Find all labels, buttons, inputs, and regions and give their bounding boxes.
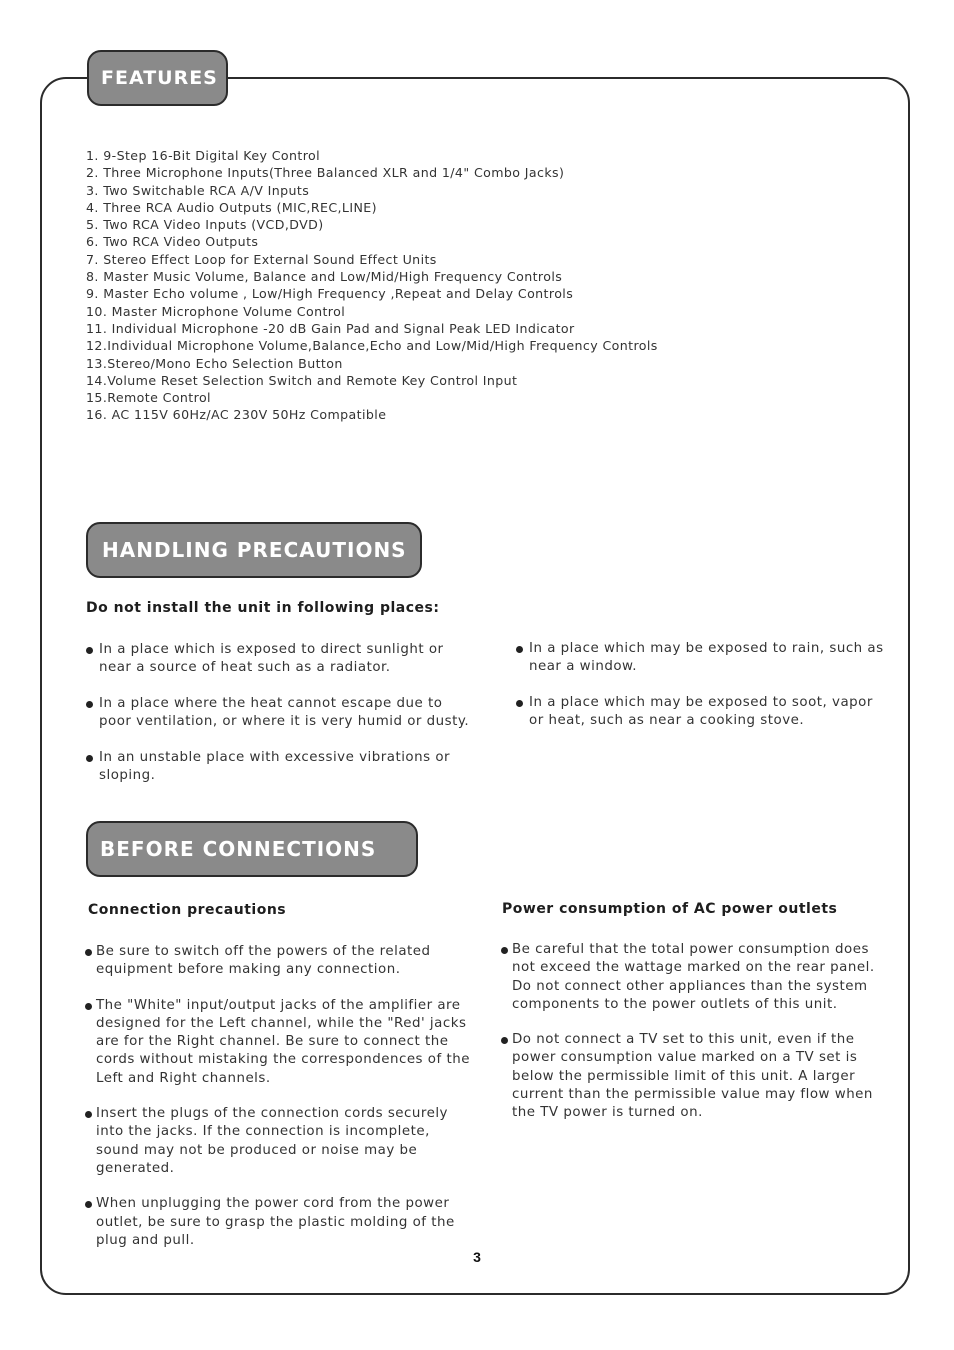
feature-item: 1. 9-Step 16-Bit Digital Key Control: [86, 148, 321, 163]
feature-item: 5. Two RCA Video Inputs (VCD,DVD): [86, 217, 324, 233]
feature-item: 11. Individual Microphone -20 dB Gain Pad and Signal Peak LED Indicator: [86, 320, 575, 336]
list-item: Be careful that the total power consumption does not exceed the wattage marked on the rear panel. Do not connect other appliances than the system components to the power outlets of this unit.: [501, 941, 889, 1014]
connection-precautions-subheading: Connection precautions: [88, 902, 287, 918]
before-connections-heading: BEFORE CONNECTIONS: [86, 821, 418, 877]
feature-item: 14.Volume Reset Selection Switch and Remote Key Control Input: [86, 372, 518, 388]
features-list: [86, 147, 658, 424]
feature-item: 4. Three RCA Audio Outputs (MIC,REC,LINE): [86, 199, 377, 215]
feature-item: 13.Stereo/Mono Echo Selection Button: [86, 355, 343, 371]
list-item: Do not connect a TV set to this unit, even if the power consumption value marked on a TV set is below the permissible limit of this unit. A larger current than the permissible value may flow when the TV power is turned on.: [501, 1031, 889, 1122]
handling-list-left: [86, 641, 476, 802]
list-item: Insert the plugs of the connection cords securely into the jacks. If the connection is incomplete, sound may not be produced or noise may be generated.: [85, 1105, 470, 1178]
list-item: In a place which is exposed to direct sunlight or near a source of heat such as a radiator.: [86, 641, 476, 678]
list-item: In an unstable place with excessive vibrations or sloping.: [86, 749, 476, 786]
list-item: The "White" input/output jacks of the amplifier are designed for the Left channel, while the "Red' jacks are for the Right channel. Be sure to connect the cords without mistaking the correspondences of the Left and Right channels.: [85, 997, 470, 1088]
handling-list-right: [516, 640, 886, 748]
feature-item: 8. Master Music Volume, Balance and Low/Mid/High Frequency Controls: [86, 269, 563, 285]
list-item: In a place where the heat cannot escape due to poor ventilation, or where it is very humid or dusty.: [86, 695, 476, 732]
feature-item: 12.Individual Microphone Volume,Balance,Echo and Low/Mid/High Frequency Controls: [86, 338, 658, 354]
features-heading: FEATURES: [87, 50, 228, 106]
handling-precautions-heading: HANDLING PRECAUTIONS: [86, 522, 422, 578]
feature-item: 2. Three Microphone Inputs(Three Balanced XLR and 1/4" Combo Jacks): [86, 165, 565, 181]
handling-subheading: Do not install the unit in following places:: [86, 600, 440, 616]
list-item: When unplugging the power cord from the power outlet, be sure to grasp the plastic molding of the plug and pull.: [85, 1195, 470, 1250]
feature-item: 3. Two Switchable RCA A/V Inputs: [86, 182, 310, 198]
list-item: In a place which may be exposed to rain, such as near a window.: [516, 640, 886, 677]
feature-item: 9. Master Echo volume , Low/High Frequency ,Repeat and Delay Controls: [86, 286, 574, 302]
feature-item: 16. AC 115V 60Hz/AC 230V 50Hz Compatible: [86, 407, 387, 423]
feature-item: 15.Remote Control: [86, 390, 211, 406]
feature-item: 6. Two RCA Video Outputs: [86, 234, 259, 250]
connection-precautions-list: [85, 943, 470, 1267]
feature-item: 10. Master Microphone Volume Control: [86, 303, 346, 319]
power-consumption-list: [501, 941, 889, 1140]
power-consumption-subheading: Power consumption of AC power outlets: [502, 901, 838, 917]
feature-item: 7. Stereo Effect Loop for External Sound Effect Units: [86, 251, 437, 267]
page-number: 3: [473, 1249, 481, 1265]
list-item: In a place which may be exposed to soot, vapor or heat, such as near a cooking stove.: [516, 694, 886, 731]
list-item: Be sure to switch off the powers of the related equipment before making any connection.: [85, 943, 470, 980]
